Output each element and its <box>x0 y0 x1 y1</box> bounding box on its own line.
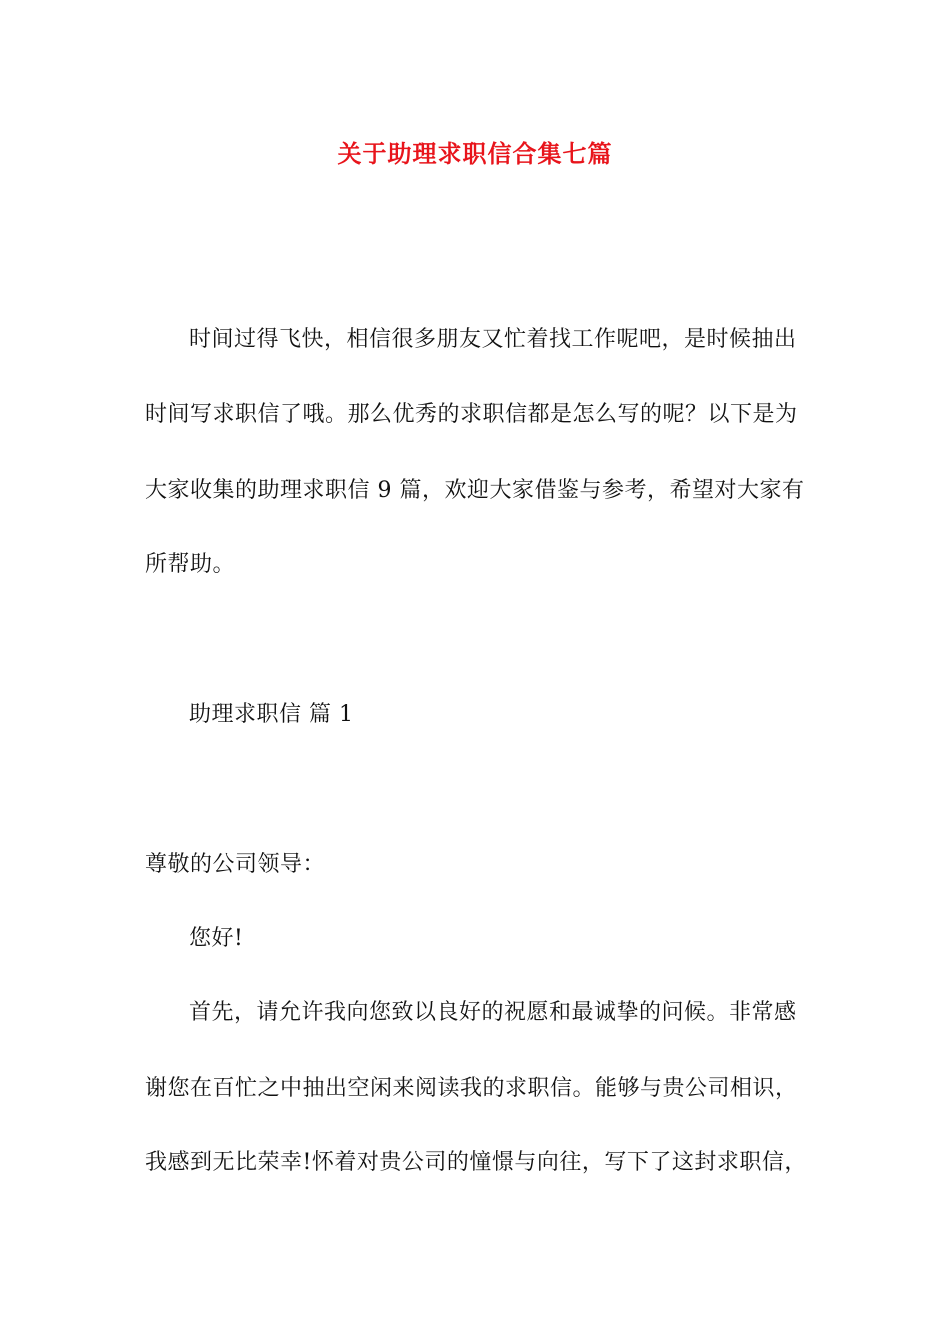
document-title: 关于助理求职信合集七篇 <box>337 139 613 168</box>
body-line-3: 我感到无比荣幸!怀着对贵公司的憧憬与向往，写下了这封求职信， <box>145 1150 807 1175</box>
intro-line-2: 时间写求职信了哦。那么优秀的求职信都是怎么写的呢？以下是为 <box>145 402 798 427</box>
body-line-1: 首先，请允许我向您致以良好的祝愿和最诚挚的问候。非常感 <box>189 1000 797 1025</box>
salutation: 尊敬的公司领导： <box>145 852 326 877</box>
intro-line-1: 时间过得飞快，相信很多朋友又忙着找工作呢吧，是时候抽出 <box>189 327 797 352</box>
intro-line-3: 大家收集的助理求职信 9 篇，欢迎大家借鉴与参考，希望对大家有 <box>145 478 805 503</box>
section-heading: 助理求职信 篇 1 <box>189 702 354 727</box>
body-line-2: 谢您在百忙之中抽出空闲来阅读我的求职信。能够与贵公司相识， <box>145 1076 798 1101</box>
intro-line-4: 所帮助。 <box>145 552 236 577</box>
greeting: 您好! <box>189 926 244 951</box>
